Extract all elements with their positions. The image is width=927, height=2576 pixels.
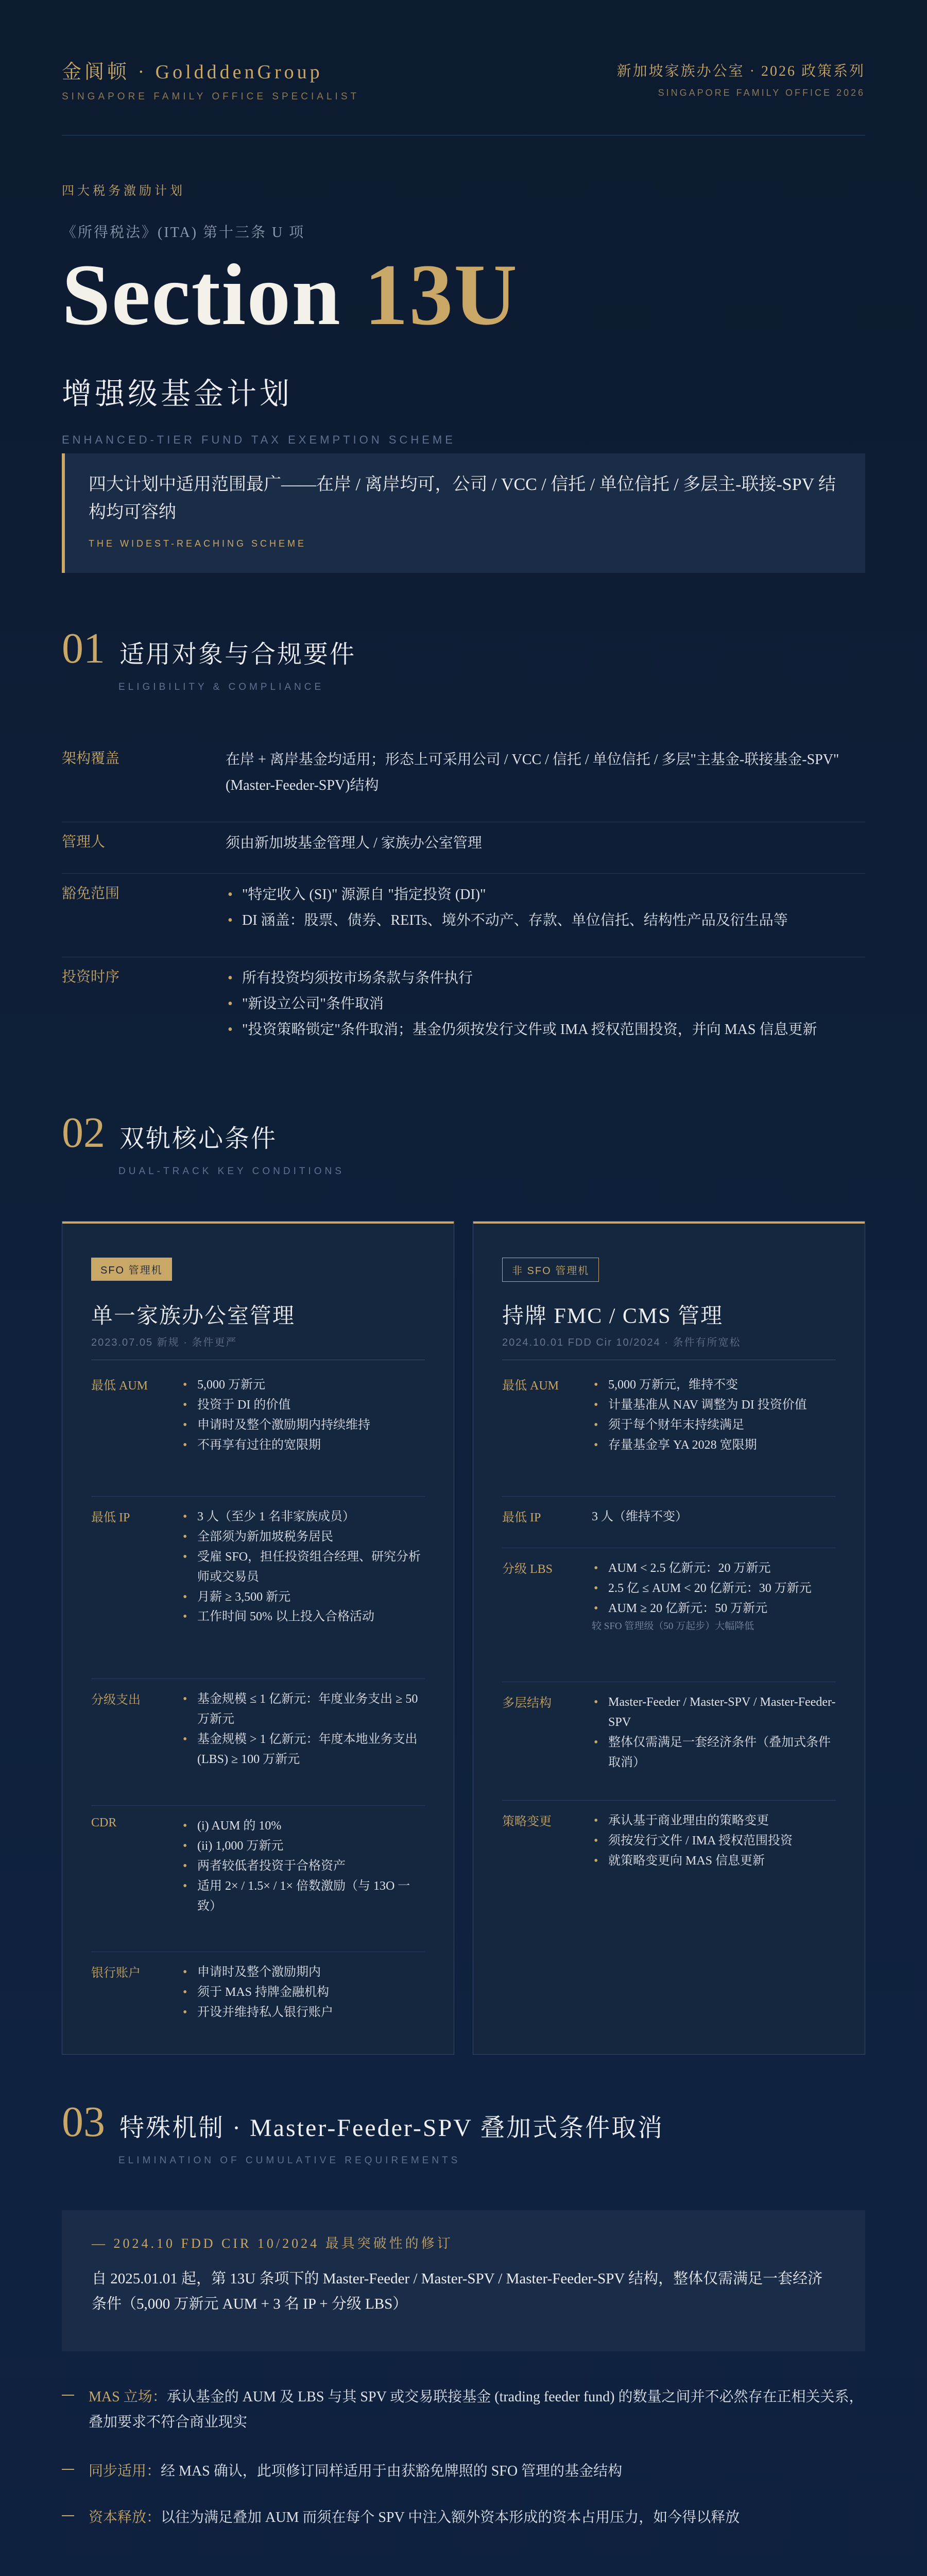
item-lead: 同步适用： [89,2463,161,2479]
item-text: 承认基金的 AUM 及 LBS 与其 SPV 或交易联接基金 (trading feeder fund) 的数量之间并不必然存在正相关关系，叠加要求不符合商业现实 [89,2389,864,2430]
section-1-heading [62,623,865,693]
series-label [617,60,865,98]
section-english-title: DUAL-TRACK KEY CONDITIONS [118,1166,345,1177]
card-row [91,1816,425,1952]
section-number: 01 [62,624,105,672]
card-row [502,1692,836,1801]
section-number: 02 [62,1109,105,1157]
list-item: • 3 人（至少 1 名非家族成员） [181,1507,428,1527]
section-3-heading [62,2097,865,2166]
series-title: 新加坡家族办公室 · 2026 政策系列 [616,63,865,79]
fmc-card [473,1221,865,2055]
card-row-value: 3 人（维持不变） [592,1510,688,1523]
dash-marker [62,2469,74,2470]
card-row-label: 最低 IP [91,1511,130,1524]
list-item: • (i) AUM 的 10% [181,1816,428,1836]
brand-tagline: SINGAPORE FAMILY OFFICE SPECIALIST [62,91,360,102]
row-label: 豁免范围 [62,886,120,902]
list-item: • AUM < 2.5 亿新元：20 万新元 [592,1558,839,1579]
section-number: 03 [62,2098,105,2146]
card-row-label: 最低 IP [502,1511,541,1524]
list-item: • 整体仅需满足一套经济条件（叠加式条件取消） [592,1733,839,1773]
list-item: • 须于每个财年末持续满足 [592,1415,839,1435]
card-row-note: 较 SFO 管理级（50 万起步）大幅降低 [592,1620,754,1632]
list-item: • 投资于 DI 的价值 [181,1395,428,1415]
card-accent-bar [473,1222,865,1224]
card-row-label: CDR [91,1816,117,1829]
card-title: 单一家族办公室管理 [91,1304,296,1328]
page-header [0,0,927,134]
highlight-panel [62,2210,865,2351]
list-item: • 计量基准从 NAV 调整为 DI 投资价值 [592,1395,839,1415]
card-accent-bar [62,1222,454,1224]
card-row-list [592,1811,839,1871]
series-subtitle: SINGAPORE FAMILY OFFICE 2026 [658,88,865,98]
list-item: • 须按发行文件 / IMA 授权范围投资 [592,1831,839,1851]
sfo-card [62,1221,454,2055]
list-item: • "新设立公司"条件取消 [226,991,864,1017]
dash-marker [62,2395,74,2396]
card-row-label: 最低 AUM [502,1379,559,1393]
card-title: 持牌 FMC / CMS 管理 [502,1304,724,1328]
card-row-label: 分级 LBS [502,1563,553,1576]
hero-callout [62,453,865,573]
row-value-list [226,882,864,934]
list-item: • Master-Feeder / Master-SPV / Master-Feeder-SPV [592,1692,839,1733]
card-row-label: 策略变更 [502,1815,552,1828]
row-value: 须由新加坡基金管理人 / 家族办公室管理 [226,835,482,851]
card-row-list [592,1692,839,1773]
list-item [62,2384,865,2435]
card-subtitle: 2023.07.05 新规 · 条件更严 [91,1337,237,1348]
section-title: 适用对象与合规要件 [119,641,356,668]
list-item: • 承认基于商业理由的策略变更 [592,1811,839,1831]
card-subtitle: 2024.10.01 FDD Cir 10/2024 · 条件有所宽松 [502,1337,741,1348]
card-row [91,1962,425,2040]
card-row-label: 最低 AUM [91,1379,148,1393]
card-row [502,1507,836,1548]
list-item: • 申请时及整个激励期内 [181,1962,428,1982]
list-item: • DI 涵盖：股票、债券、REITs、境外不动产、存款、单位信托、结构性产品及衍生品等 [226,908,864,934]
card-row-list [181,1375,428,1455]
list-item: • 适用 2× / 1.5× / 1× 倍数激励（与 13O 一致） [181,1876,428,1917]
card-row-label: 多层结构 [502,1697,552,1710]
card-row [91,1507,425,1679]
item-text: 以往为满足叠加 AUM 而须在每个 SPV 中注入额外资本形成的资本占用压力，如今得以释放 [161,2510,740,2526]
section-title: 特殊机制 · Master-Feeder-SPV 叠加式条件取消 [119,2114,664,2142]
list-item: • "投资策略锁定"条件取消；基金仍须按发行文件或 IMA 授权范围投资，并向 MAS 信息更新 [226,1017,864,1043]
card-row [91,1375,425,1497]
list-item: • 不再享有过往的宽限期 [181,1435,428,1455]
hero-section-word: Section [62,246,365,343]
table-row [62,831,865,874]
card-row-list [592,1558,839,1634]
section-english-title: ELIGIBILITY & COMPLIANCE [118,682,324,692]
item-lead: 资本释放： [89,2510,161,2526]
card-badge: 非 SFO 管理机 [502,1258,599,1282]
list-item: • 5,000 万新元 [181,1375,428,1395]
list-item: • 存量基金享 YA 2028 宽限期 [592,1435,839,1455]
hero-scheme-name: 增强级基金计划 [62,377,293,411]
row-label: 投资时序 [62,969,120,985]
panel-body: 自 2025.01.01 起，第 13U 条项下的 Master-Feeder / Master-SPV / Master-Feeder-SPV 结构，整体仅需满足一套经济条件（5,000 万新元 AUM + 3 名 IP + 分级 LBS） [92,2270,823,2313]
card-row-label: 银行账户 [91,1967,141,1980]
list-item: • "特定收入 (SI)" 源源自 "指定投资 (DI)" [226,882,864,908]
list-item: • 月薪 ≥ 3,500 新元 [181,1587,428,1607]
list-item: • 所有投资均须按市场条款与条件执行 [226,965,864,991]
row-value: 在岸 + 离岸基金均适用；形态上可采用公司 / VCC / 信托 / 单位信托 / 多层"主基金-联接基金-SPV"(Master-Feeder-SPV)结构 [226,752,839,793]
row-value-list [226,965,864,1042]
list-item: • AUM ≥ 20 亿新元：50 万新元 [592,1599,839,1619]
section-2-heading [62,1108,865,1177]
card-row-list [181,1962,428,2023]
row-label: 架构覆盖 [62,751,120,767]
card-row-list [592,1375,839,1455]
card-badge: SFO 管理机 [91,1258,172,1281]
section-english-title: ELIMINATION OF CUMULATIVE REQUIREMENTS [118,2155,461,2166]
dash-marker [62,2515,74,2516]
hero [62,180,865,447]
list-item: • 受雇 SFO，担任投资组合经理、研究分析师或交易员 [181,1547,428,1587]
card-row [502,1558,836,1682]
list-item: • 5,000 万新元，维持不变 [592,1375,839,1395]
item-lead: MAS 立场： [89,2389,167,2405]
card-row-list [181,1507,428,1627]
list-item: • 两者较低者投资于合格资产 [181,1856,428,1876]
list-item: • 基金规模 > 1 亿新元：年度本地业务支出 (LBS) ≥ 100 万新元 [181,1730,428,1770]
callout-tag: THE WIDEST-REACHING SCHEME [89,538,307,549]
card-row [502,1811,836,1888]
list-item [62,2505,865,2530]
hero-kicker: 四大税务激励计划 [62,184,185,198]
list-item: • 工作时间 50% 以上投入合格活动 [181,1607,428,1627]
hero-citation: 《所得税法》(ITA) 第十三条 U 项 [62,225,305,241]
list-item: • 申请时及整个激励期内持续维持 [181,1415,428,1435]
card-row-list [181,1689,428,1770]
list-item: • 基金规模 ≤ 1 亿新元：年度业务支出 ≥ 50 万新元 [181,1689,428,1730]
table-row [62,965,865,1074]
item-text: 经 MAS 确认，此项修订同样适用于由获豁免牌照的 SFO 管理的基金结构 [161,2463,623,2479]
list-item: • (ii) 1,000 万新元 [181,1836,428,1856]
card-row [502,1375,836,1497]
table-row [62,747,865,822]
row-label: 管理人 [62,834,106,850]
list-item: • 须于 MAS 持牌金融机构 [181,1982,428,2003]
card-row-label: 分级支出 [91,1693,141,1707]
section-title: 双轨核心条件 [119,1125,278,1153]
callout-text: 四大计划中适用范围最广——在岸 / 离岸均可，公司 / VCC / 信托 / 单位信托 / 多层主-联接-SPV 结构均可容纳 [89,475,836,522]
list-item: • 2.5 亿 ≤ AUM < 20 亿新元：30 万新元 [592,1579,839,1599]
list-item: • 就策略变更向 MAS 信息更新 [592,1851,839,1871]
hero-scheme-english: ENHANCED-TIER FUND TAX EXEMPTION SCHEME [62,433,456,446]
brand-name: 金阆顿 · GoldddenGroup [62,61,323,83]
card-row-list [181,1816,428,1916]
list-item: • 开设并维持私人银行账户 [181,2003,428,2023]
list-item [62,2459,865,2484]
list-item: • 全部须为新加坡税务居民 [181,1527,428,1547]
panel-heading: — 2024.10 FDD CIR 10/2024 最具突破性的修订 [92,2236,453,2251]
table-row [62,882,865,957]
hero-section-title [62,246,865,343]
card-row [91,1689,425,1806]
hero-section-number: 13U [364,246,519,343]
